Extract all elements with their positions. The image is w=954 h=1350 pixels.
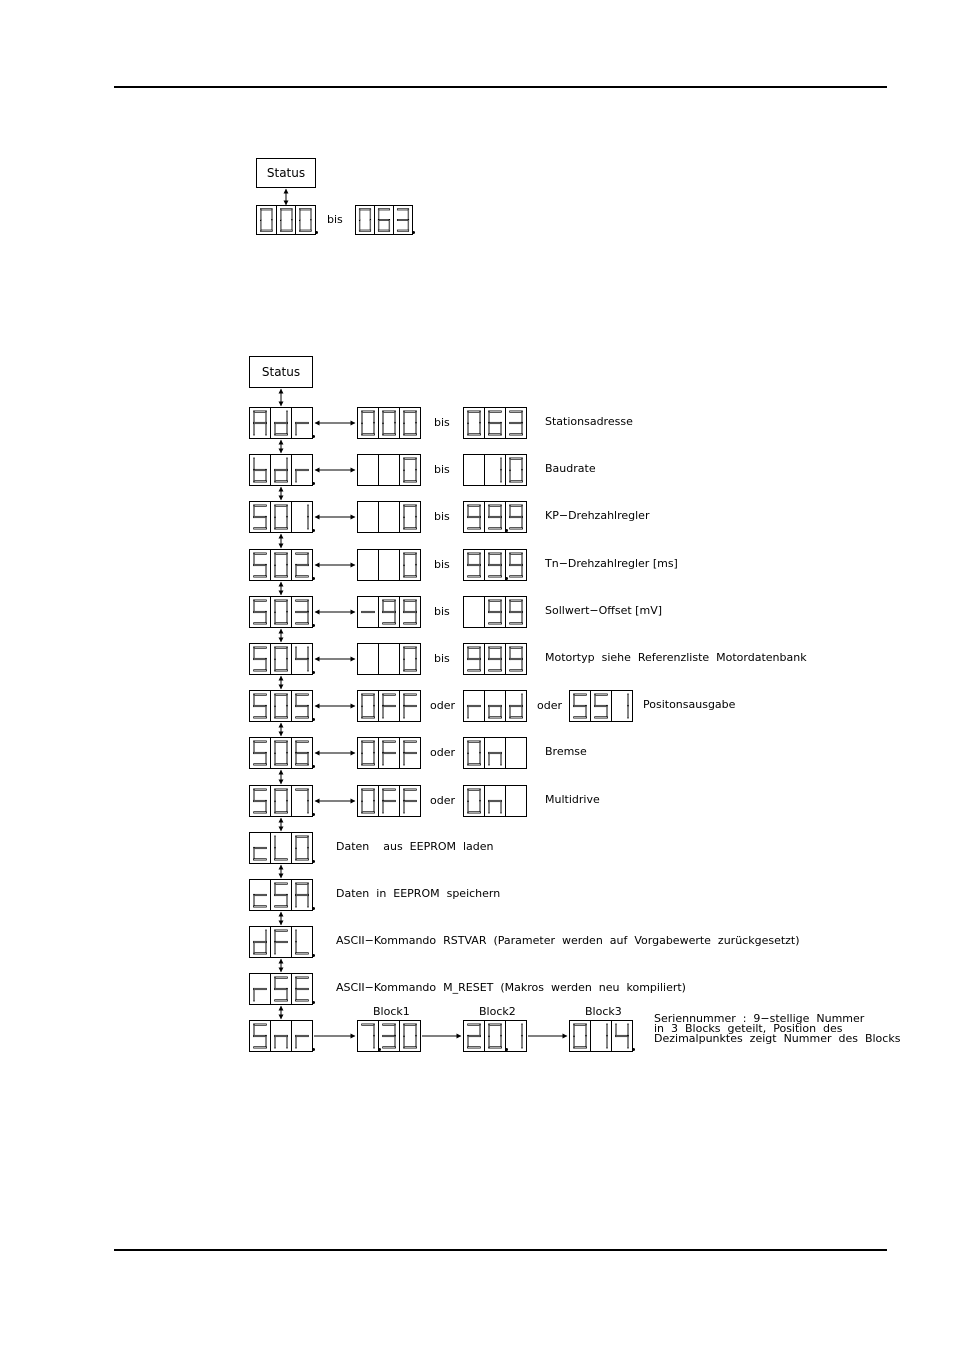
digit-cell [250,880,271,910]
option-display-5-1 [463,643,527,675]
digit-cell [292,691,312,721]
digit-cell [464,408,485,438]
status-label: Status [261,365,301,379]
decimal-point [312,435,315,438]
digit-cell [271,597,292,627]
description-5: Motortyp siehe Referenzliste Motordatenbank [545,651,807,664]
digit-cell [464,550,485,580]
digit-cell [271,786,292,816]
digit-cell [379,644,400,674]
digit-cell [506,455,526,485]
digit-cell [394,206,412,234]
digit-cell [271,455,292,485]
description-3: Tn−Drehzahlregler [ms] [545,557,678,570]
description-1: Baudrate [545,462,596,475]
digit-cell [271,927,292,957]
connector-6-1: oder [537,699,563,712]
menu-display-6 [249,690,313,722]
description-4: Sollwert−Offset [mV] [545,604,663,617]
description-10: Daten in EEPROM speichern [336,887,501,900]
digit-cell [271,974,292,1004]
decimal-point [312,671,315,674]
digit-cell [358,455,379,485]
digit-cell [250,408,271,438]
digit-cell [250,455,271,485]
digit-cell [591,1021,612,1051]
digit-cell [358,550,379,580]
decimal-point [315,231,318,234]
digit-cell [570,1021,591,1051]
connector-1-0: bis [434,463,450,476]
option-display-0-0 [357,407,421,439]
menu-display-5 [249,643,313,675]
digit-cell [250,502,271,532]
digit-cell [292,880,312,910]
digit-cell [358,644,379,674]
serial-block-display-1 [357,1020,421,1052]
description-12: ASCII−Kommando M_RESET (Makros werden neu kompiliert) [336,981,686,994]
option-display-7-0 [357,737,421,769]
connector-0-0: bis [434,416,450,429]
option-display-8-1 [463,785,527,817]
decimal-point [312,718,315,721]
serial-block-label-1: Block1 [373,1005,410,1018]
digit-cell [485,1021,506,1051]
digit-cell [292,974,312,1004]
digit-cell [464,597,485,627]
description-11: ASCII−Kommando RSTVAR (Parameter werden auf Vorgabewerte zurückgesetzt) [336,934,800,947]
status-box-fig2 [249,356,313,388]
description-8: Multidrive [545,793,600,806]
serial-block-display-2 [463,1020,527,1052]
digit-cell [277,206,297,234]
menu-display-9 [249,832,313,864]
digit-cell [250,550,271,580]
option-display-4-0 [357,596,421,628]
decimal-point [312,907,315,910]
digit-cell [250,833,271,863]
digit-cell [271,550,292,580]
digit-cell [506,1021,526,1051]
digit-cell [379,1021,400,1051]
digit-cell [400,1021,420,1051]
digit-cell [464,502,485,532]
digit-cell [400,644,420,674]
digit-cell [612,1021,632,1051]
serial-block-label-2: Block2 [479,1005,516,1018]
serial-description-line-2: Dezimalpunktes zeigt Nummer des Blocks [654,1032,901,1045]
digit-cell [506,644,526,674]
description-0: Stationsadresse [545,415,633,428]
digit-cell [292,644,312,674]
digit-cell [358,502,379,532]
digit-cell [464,644,485,674]
connector-3-0: bis [434,558,450,571]
connector-5-0: bis [434,652,450,665]
digit-cell [257,206,277,234]
connector-2-0: bis [434,510,450,523]
digit-cell [271,1021,292,1051]
digit-cell [400,502,420,532]
digit-cell [400,408,420,438]
digit-cell [250,644,271,674]
option-display-0-1 [463,407,527,439]
digit-cell [358,738,379,768]
digit-cell [506,550,526,580]
menu-display-4 [249,596,313,628]
decimal-point [312,860,315,863]
option-display-4-1 [463,596,527,628]
option-display-6-2 [569,690,633,722]
digit-cell [358,408,379,438]
digit-cell [292,1021,312,1051]
decimal-point [312,482,315,485]
option-display-5-0 [357,643,421,675]
digit-cell [506,738,526,768]
digit-cell [292,502,312,532]
option-display-6-0 [357,690,421,722]
digit-cell [358,786,379,816]
digit-cell [379,455,400,485]
digit-cell [271,738,292,768]
digit-cell [379,502,400,532]
decimal-point [632,1048,635,1051]
digit-cell [485,644,506,674]
digit-cell [400,691,420,721]
digit-cell [271,691,292,721]
description-2: KP−Drehzahlregler [545,509,650,522]
decimal-point [412,231,415,234]
digit-cell [292,833,312,863]
option-display-1-0 [357,454,421,486]
menu-display-11 [249,926,313,958]
digit-cell [250,927,271,957]
digit-cell [271,833,292,863]
connector-7-0: oder [430,746,456,759]
decimal-point [312,577,315,580]
connector-6-0: oder [430,699,456,712]
option-display-2-1 [463,501,527,533]
serial-description-line-0: Seriennummer : 9−stellige Nummer [654,1012,865,1025]
digit-cell [379,550,400,580]
digit-cell [379,597,400,627]
digit-cell [464,1021,485,1051]
status-box-fig1 [256,158,316,188]
digit-cell [379,408,400,438]
menu-display-2 [249,501,313,533]
digit-cell [271,880,292,910]
digit-cell [570,691,591,721]
digit-cell [292,738,312,768]
digit-cell [485,550,506,580]
digit-cell [356,206,375,234]
decimal-point [312,1048,315,1051]
digit-cell [591,691,612,721]
digit-cell [292,927,312,957]
digit-cell [464,738,485,768]
digit-cell [400,786,420,816]
digit-cell [506,408,526,438]
digit-cell [250,597,271,627]
digit-cell [612,691,632,721]
decimal-point [312,1001,315,1004]
menu-display-0 [249,407,313,439]
digit-cell [464,455,485,485]
display-fig1-from [256,205,316,235]
digit-cell [485,738,506,768]
digit-cell [379,691,400,721]
digit-cell [271,408,292,438]
option-display-8-0 [357,785,421,817]
description-7: Bremse [545,745,587,758]
digit-cell [379,738,400,768]
digit-cell [485,786,506,816]
digit-cell [464,691,485,721]
digit-cell [271,502,292,532]
digit-cell [485,408,506,438]
serial-block-display-3 [569,1020,633,1052]
digit-cell [375,206,394,234]
menu-display-7 [249,737,313,769]
digit-cell [379,786,400,816]
digit-cell [506,786,526,816]
digit-cell [296,206,315,234]
menu-display-1 [249,454,313,486]
decimal-point [312,813,315,816]
digit-cell [506,691,526,721]
digit-cell [358,597,379,627]
digit-cell [250,738,271,768]
digit-cell [292,408,312,438]
digit-cell [506,502,526,532]
digit-cell [400,738,420,768]
option-display-7-1 [463,737,527,769]
decimal-point [312,954,315,957]
digit-cell [292,550,312,580]
serial-block-label-3: Block3 [585,1005,622,1018]
digit-cell [358,1021,379,1051]
decimal-point [312,624,315,627]
digit-cell [485,502,506,532]
digit-cell [400,455,420,485]
digit-cell [400,550,420,580]
display-fig1-to [355,205,413,235]
connector-4-0: bis [434,605,450,618]
option-display-3-0 [357,549,421,581]
option-display-1-1 [463,454,527,486]
connector-bis-fig1: bis [327,213,343,226]
option-display-2-0 [357,501,421,533]
option-display-3-1 [463,549,527,581]
digit-cell [485,455,506,485]
menu-display-10 [249,879,313,911]
digit-cell [506,597,526,627]
serial-menu-display [249,1020,313,1052]
digit-cell [292,597,312,627]
option-display-6-1 [463,690,527,722]
digit-cell [485,597,506,627]
digit-cell [250,786,271,816]
digit-cell [400,597,420,627]
digit-cell [250,691,271,721]
menu-display-8 [249,785,313,817]
description-6: Positonsausgabe [643,698,736,711]
decimal-point [312,765,315,768]
menu-display-3 [249,549,313,581]
digit-cell [250,1021,271,1051]
digit-cell [485,691,506,721]
menu-display-12 [249,973,313,1005]
digit-cell [358,691,379,721]
serial-description-line-1: in 3 Blocks geteilt, Position des [654,1022,843,1035]
status-label: Status [266,166,306,180]
digit-cell [464,786,485,816]
digit-cell [250,974,271,1004]
digit-cell [292,786,312,816]
digit-cell [271,644,292,674]
decimal-point [312,529,315,532]
connector-8-0: oder [430,794,456,807]
digit-cell [292,455,312,485]
description-9: Daten aus EEPROM laden [336,840,494,853]
